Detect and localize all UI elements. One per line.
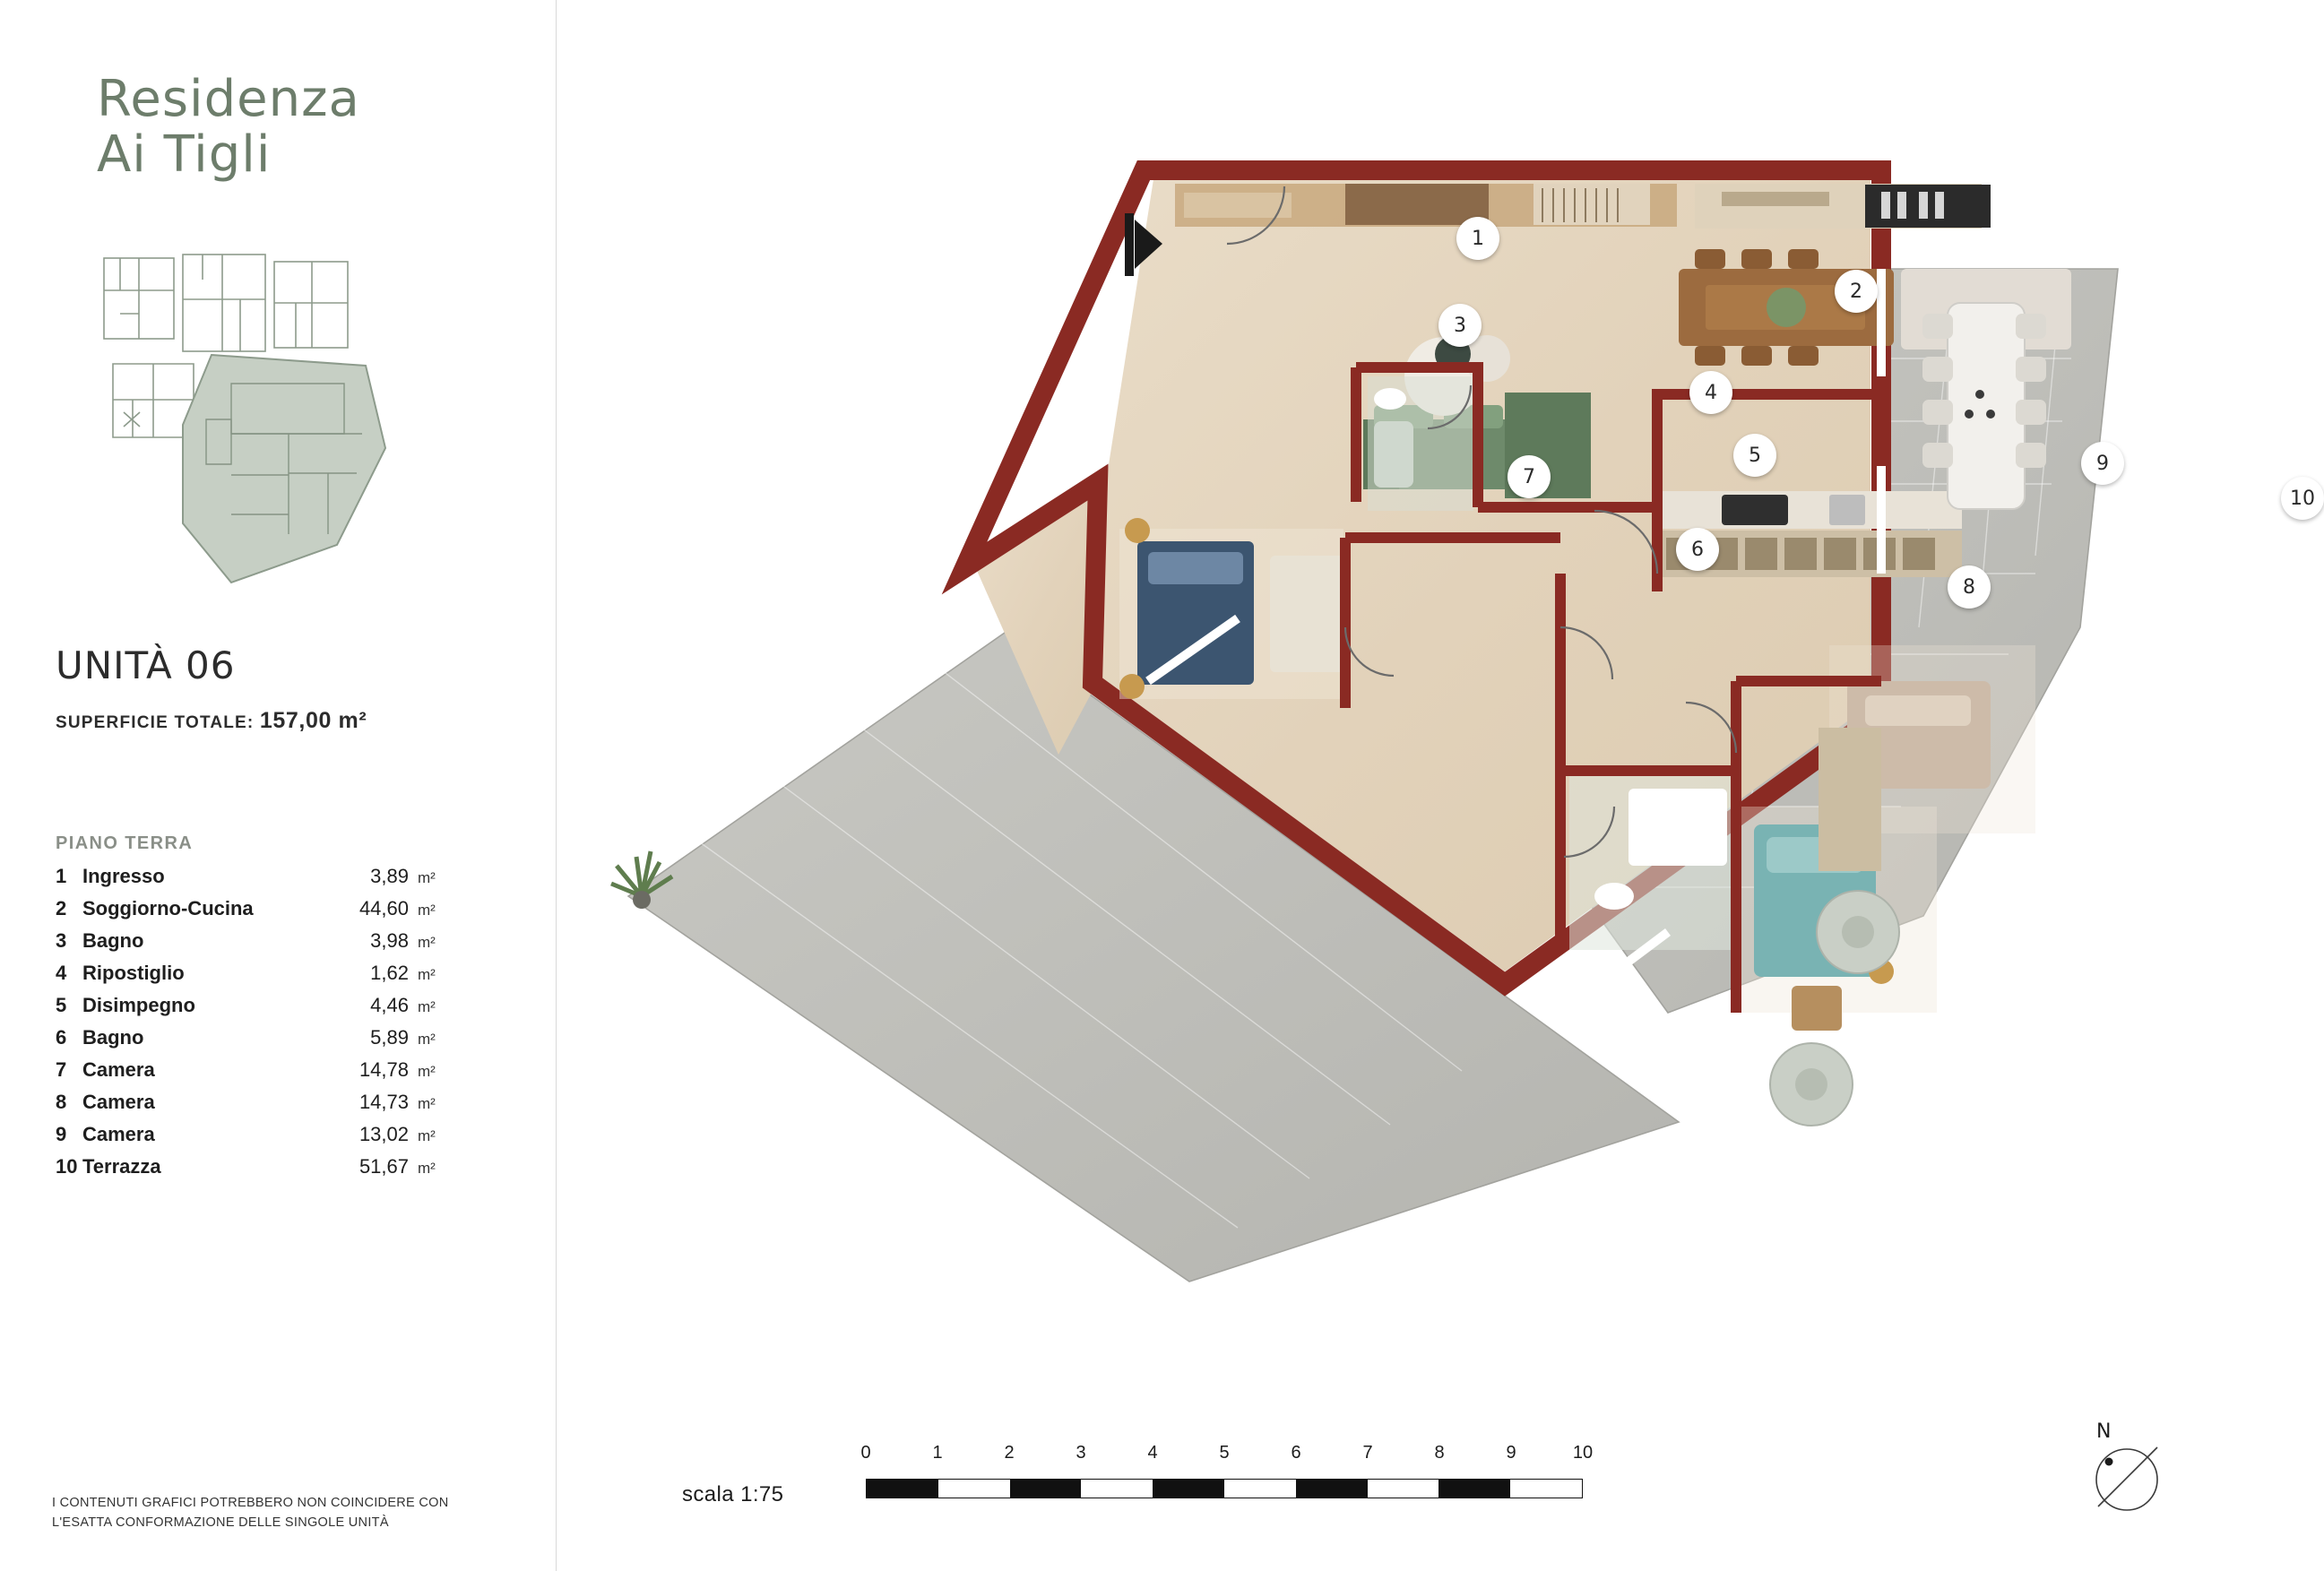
scale-segment [1153, 1480, 1224, 1498]
scale-segment [867, 1480, 938, 1498]
scale-segment [1438, 1480, 1510, 1498]
room-name: Ingresso [82, 865, 165, 887]
room-unit: m² [418, 1095, 436, 1112]
bathroom-6 [1569, 771, 1731, 950]
room-name: Disimpegno [82, 994, 195, 1016]
room-name: Bagno [82, 1026, 144, 1049]
list-item [56, 865, 450, 897]
room-unit: m² [418, 1031, 436, 1048]
scale-segment [1510, 1480, 1582, 1498]
room-unit: m² [418, 934, 436, 951]
bathroom-3 [1368, 376, 1473, 511]
list-item [56, 1058, 450, 1091]
disclaimer-text: I CONTENUTI GRAFICI POTREBBERO NON COINCIDERE CON L'ESATTA CONFORMAZIONE DELLE SINGOLE UNITÀ [52, 1496, 449, 1530]
room-number: 4 [56, 962, 67, 984]
floor-label: PIANO TERRA [56, 833, 194, 853]
room-name: Camera [82, 1091, 155, 1113]
plan-marker-1[interactable]: 1 [1456, 217, 1499, 260]
room-unit: m² [418, 902, 436, 919]
total-area-value: 157,00 m² [259, 708, 367, 733]
scale-tick: 2 [1004, 1443, 1015, 1463]
room-area: 3,89 [370, 865, 409, 887]
scale-segment [1296, 1480, 1368, 1498]
list-item [56, 897, 450, 929]
scale-segment [1224, 1480, 1296, 1498]
room-unit: m² [418, 869, 436, 886]
brand-title-line2: Ai Tigli [97, 125, 272, 184]
room-unit: m² [418, 1063, 436, 1080]
scale-tick: 8 [1434, 1443, 1445, 1463]
plan-marker-8[interactable]: 8 [1948, 565, 1991, 609]
keyplan-thumbnail [97, 249, 402, 590]
scale-bar-group [682, 1443, 1668, 1524]
scale-segment [1081, 1480, 1153, 1498]
sidebar [0, 0, 556, 1571]
page-title: UNITÀ 06 [56, 643, 236, 687]
plan-marker-3[interactable]: 3 [1438, 304, 1482, 347]
compass-icon [2071, 1420, 2179, 1528]
room-number: 7 [56, 1058, 67, 1081]
plan-marker-5[interactable]: 5 [1733, 434, 1776, 477]
room-name: Terrazza [82, 1155, 161, 1178]
room-number: 3 [56, 929, 67, 952]
room-number: 1 [56, 865, 67, 887]
scale-tick-labels [860, 1443, 1594, 1473]
scale-label: scala 1:75 [682, 1482, 784, 1506]
list-item [56, 994, 450, 1026]
plan-marker-4[interactable]: 4 [1689, 371, 1732, 414]
scale-segment [1010, 1480, 1082, 1498]
room-area: 14,73 [359, 1091, 409, 1113]
scale-segment [938, 1480, 1010, 1498]
scale-tick: 9 [1506, 1443, 1516, 1463]
room-name: Camera [82, 1058, 155, 1081]
list-item [56, 1155, 450, 1187]
scale-segment [1368, 1480, 1439, 1498]
north-arrow [2071, 1420, 2179, 1528]
brand-block [97, 70, 491, 184]
room-unit: m² [418, 998, 436, 1015]
room-number: 9 [56, 1123, 67, 1145]
room-name: Soggiorno-Cucina [82, 897, 254, 919]
plan-marker-9[interactable]: 9 [2081, 442, 2124, 485]
room-number: 5 [56, 994, 67, 1016]
room-number: 6 [56, 1026, 67, 1049]
scale-bar [866, 1479, 1583, 1498]
main-panel [557, 0, 2315, 1571]
plan-marker-7[interactable]: 7 [1508, 455, 1551, 498]
plan-marker-2[interactable]: 2 [1835, 270, 1878, 313]
floorplan [557, 0, 2315, 1398]
room-number: 10 [56, 1155, 78, 1178]
total-area-row [56, 708, 367, 734]
list-item [56, 1091, 450, 1123]
room-name: Bagno [82, 929, 144, 952]
scale-tick: 3 [1076, 1443, 1086, 1463]
room-area: 5,89 [370, 1026, 409, 1049]
room-area: 44,60 [359, 897, 409, 919]
room-number: 2 [56, 897, 67, 919]
room-area: 4,46 [370, 994, 409, 1016]
plan-marker-6[interactable]: 6 [1676, 528, 1719, 571]
plan-marker-10[interactable]: 10 [2281, 477, 2324, 520]
room-area: 51,67 [359, 1155, 409, 1178]
scale-tick: 0 [860, 1443, 871, 1463]
room-area: 3,98 [370, 929, 409, 952]
total-area-label: SUPERFICIE TOTALE: [56, 713, 255, 732]
brand-title-line1: Residenza [97, 70, 360, 128]
room-unit: m² [418, 1127, 436, 1144]
room-legend-list [56, 865, 450, 1187]
room-name: Ripostiglio [82, 962, 185, 984]
list-item [56, 962, 450, 994]
list-item [56, 929, 450, 962]
scale-tick: 7 [1362, 1443, 1373, 1463]
list-item [56, 1123, 450, 1155]
room-number: 8 [56, 1091, 67, 1113]
room-area: 1,62 [370, 962, 409, 984]
room-unit: m² [418, 966, 436, 983]
scale-tick: 6 [1291, 1443, 1301, 1463]
list-item [56, 1026, 450, 1058]
room-area: 13,02 [359, 1123, 409, 1145]
room-area: 14,78 [359, 1058, 409, 1081]
scale-tick: 5 [1219, 1443, 1230, 1463]
room-unit: m² [418, 1160, 436, 1177]
scale-tick: 1 [932, 1443, 943, 1463]
scale-tick: 10 [1572, 1443, 1594, 1463]
north-label: N [2096, 1420, 2112, 1443]
room-name: Camera [82, 1123, 155, 1145]
scale-tick: 4 [1147, 1443, 1158, 1463]
